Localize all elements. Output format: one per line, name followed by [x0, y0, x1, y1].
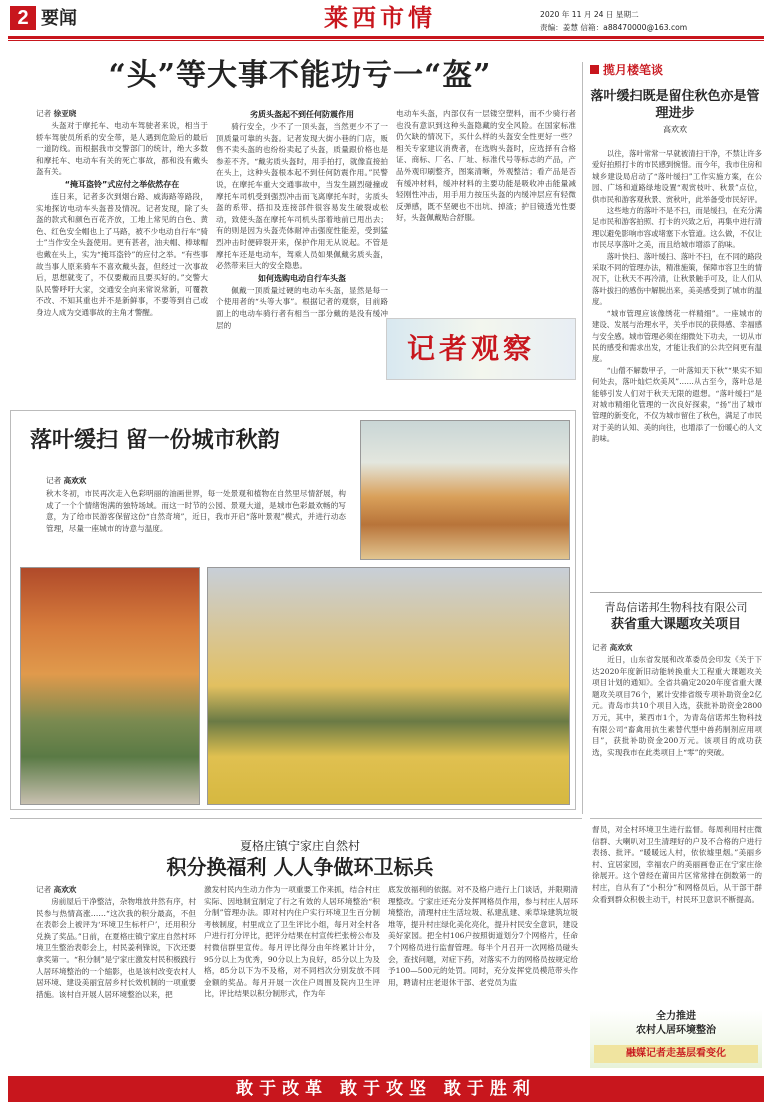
subheading: “掩耳盗铃”式应付之举依然存在: [64, 179, 180, 189]
main-article-col3: [396, 108, 576, 224]
paragraph: 连日来，记者多次到烟台路、威海路等路段，实地探访电动车头盔普及情况。记者发现，除了头盔的款式和颜色百花齐放，工地上常见的白色、黄色、红色安全帽也上了马路，被不少电动自行车“骑士”当作安全头盔使用。更有甚者，油夫帽、棒球帽也戴在头上，实为“掩耳盗铃”的应付之举。“有些事故当事人原来骑车不喜欢戴头盔，但经过一次事故后，思想就变了，不仅要戴而且要买好的。”交警大队民警呼吁大家，交通安全向来常说常新，可覆教不改、不知其重也并不是新鲜事，不要等到自己或身边人成为交通事故的主角才警醒。: [36, 191, 208, 317]
date-info: [540, 8, 770, 34]
park-path-photo: [20, 567, 200, 805]
promo-line1: 全力推进: [656, 1011, 696, 1022]
promo-line3: 融媒记者走基层看变化: [594, 1045, 758, 1063]
promo-line2: 农村人居环境整治: [636, 1025, 716, 1036]
page-number: 2: [10, 6, 36, 30]
golden-leaves-photo: [207, 567, 570, 805]
paragraph: 底发放福利的依据。对不及格户进行上门谈话，并限期清理整改。宁家庄还充分发挥网格员作用，参与村庄人居环境整治，清理村庄生活垃圾、私建乱建、乘草垛建筑垃圾堆等，提升村庄绿化美化亮化，提升村民安全意识，建设美好家园。把全村106户按照街道划分7个网格片，任命7个网格员进行监督管理。每半个月召开一次网格员碰头会，查找问题，对症下药，对落实不力的网格员按规定给予100—500元的处罚。同时，充分发挥党员模范带头作用，聘请村庄老退休干部、老党员为监: [388, 885, 578, 987]
byline-label: 记者: [36, 885, 52, 894]
main-headline: “头”等大事不能功亏一“盔”: [108, 58, 492, 93]
paragraph: 近日，山东省发展和改革委员会印发《关于下达2020年度新旧动能转换重大工程重大课题攻关项目计划的通知》。全省共确定2020年度省重大课题攻关项目76个，累计安排省级专项补助资金2亿元。青岛市共10个项目入选，获批补助资金2800万元，其中，莱西市1个，为青岛信诺邦生物科技有限公司“畜禽用抗生素替代型中兽药制剂应用项目”，获批补助资金200万元。该项目的成功获选，实现我市在此类项目上“零”的突破。: [592, 655, 762, 757]
bottom-col4: [592, 824, 762, 905]
reporter-observation-banner: [386, 318, 576, 380]
byline-label: 记者: [46, 476, 62, 485]
feature-title: 落叶缓扫 留一份城市秋韵: [30, 427, 280, 453]
banner-text: 记者观察: [407, 332, 536, 365]
date-text: 2020 年 11 月 24 日 星期二: [540, 10, 639, 19]
paragraph: 电动车头盔，内部仅有一层镂空塑料，而不少骑行者也没有意识到这种头盔隐藏的安全风险。在国家标准仍欠缺的情况下，买什么样的头盔安全性更好一些？相关专家建议消费者，在选购头盔时，应选择有合格证、商标、厂名、厂址、标准代号等标志的产品，产品外观印刷整齐，图案清晰，外观整洁；看产品是否有缓冲材料，缓冲材料的主要功能是吸收冲击能量减轻刚性冲击，用手用力按压头盔的内缓冲层应有轻微反弹感，既不坚硬也不出坑、掉渣；护目镜透光性要好，头盔佩戴贴合舒服。: [396, 109, 576, 223]
byline-name: 高欢欢: [53, 885, 77, 894]
paragraph: 以往，落叶常常一早就被清扫干净，不禁让许多爱好拍照打卡的市民感到惋惜。而今年，我市住房和城乡建设局启动了“落叶缓扫”工作实施方案，在公园、广场和道路绿地设置“观赏枝叶、秋景”点位，供市民和游客观秋景、赏秋叶，此举备受市民好评。: [592, 149, 763, 204]
autumn-avenue-photo: [360, 420, 570, 560]
paragraph: 落叶快扫、落叶缓扫、落叶不扫，在不同的路段采取不同的管理办法，精准施策，保障市容卫生的情况下，让秋天不再冷清，让秋景触手可及，让人们从落叶拔扫的感伤中解脱出来，美美感受到了城市的温度。: [592, 251, 763, 307]
subheading: 劣质头盔起不到任何防震作用: [250, 110, 354, 119]
header-rule: [8, 36, 764, 39]
promo-badge: [590, 1010, 762, 1068]
bottom-subtitle: 夏格庄镇宁家庄自然村: [239, 839, 360, 853]
feature-body: 秋木冬初，市民再次走入色彩明丽的油画世界，每一处景观和植物在自然里尽情舒展，构成了一个个情绪饱满的独特场域。而这一时节的公园、景观大道，是城市色彩最欢畅的写意，为了给市民游客保留这份“自然奇境”，近日，我市开启“落叶景观”模式，并进行动态管理，尽量一座城市的诗意与温度。: [46, 489, 346, 533]
bottom-title: 积分换福利 人人争做环卫标兵: [166, 855, 434, 879]
paragraph: 激发村民内生动力作为一项重要工作来抓，结合村庄实际、因地制宜制定了行之有效的人居环境整治“积分制”管理办法。即对村内住户实行环境卫生百分制考核制度，村里成立了卫生评比小组，每月对全村各户进行打分评比，把评分结果在村宣传栏张榜公布及村微信群里宣传。每月评比得分由年终累计计分，95分以上为优秀，90分以上为良好，85分以上为及格，85分以下为不及格，对不同档次分别发放不同金额的奖品。每月开展一次住户周围及院内卫生评比，评比结果以积分制形式，作为年: [204, 885, 380, 999]
section-title: 要闻: [41, 8, 77, 29]
paragraph: 督员，对全村环境卫生进行监督。每周利用村庄微信群、大喇叭对卫生清理好的户及不合格的户进行表扬、批评。“暖暖远人村，依依墟里烟。”美丽乡村、宜居家园，幸福农户的美丽画卷正在宁家庄徐徐展开。这个曾经在莆田片区常常排在倒数第一的村庄，自从有了“小积分”和网格员后，从干部干群众看到群众积极主动干，村民环卫意识不断提高。: [592, 825, 762, 904]
byline-label: 记者: [592, 643, 608, 652]
divider: [10, 818, 582, 819]
commentary-author: 高欢欢: [663, 125, 687, 134]
news-title: 获省重大课题攻关项目: [610, 617, 741, 632]
commentary-body: [592, 148, 762, 445]
bottom-col2: [204, 884, 380, 1000]
main-article-col1: [36, 108, 208, 319]
column-tag: [590, 62, 663, 78]
masthead-logo: 莱西市情: [324, 3, 436, 32]
slogan-bar: 敢于改革 敢于攻坚 敢于胜利: [8, 1076, 764, 1102]
paragraph: 骑行安全，少不了一顶头盔，当然更少不了一顶质量可靠的头盔。记者发现大街小巷的门店，贩售不卖头盔的也纷纷卖起了头盔，质量跟价格也是参差不齐。“戴劣质头盔时，用手拍打，就像直接拍在头上，这种头盔根本起不到任何防震作用。”民警说，在摩托车重大交通事故中，当发生剧烈碰撞或摩托车司机受到强烈冲击而飞离摩托车时，劣质头盔的系带、搭扣及连接部件很容易发生破裂或松动，致使头盔在摩托车司机头部着地前已甩出去；有的则是因为头盔壳体耐冲击强度性能差，受到猛烈冲击时便碎裂开来，保护作用无从说起。不管是摩托车还是电动车，驾乘人员如果佩戴劣质头盔，必然带来巨大的安全隐患。: [216, 122, 388, 271]
byline: [36, 884, 196, 896]
subheading: 如何选购电动自行车头盔: [258, 273, 346, 283]
editor-text: 责编：姜慧 信箱：a88470000@163.com: [540, 23, 688, 32]
paragraph: 头盔对于摩托车、电动车驾驶者来说，相当于轿车驾驶员所系的安全带，是人遇到危险后的最后一道防线。而根据我市交警部门的统计，绝大多数和摩托车、电动车有关的死亡事故，都和没有戴头盔有关。: [36, 121, 208, 177]
news-body: [592, 642, 762, 758]
paragraph: 房前屋后干净整洁，杂物堆放井然有序，村民参与热情高涨……“这次我的积分最高，不但在表彰会上被评为‘环境卫生标杆户’，还用积分兑换了奖品。”日前，在夏格庄镇宁家庄自然村环境卫生整治表彰会上，村民姜利锋说，下次还要拿奖第一。“积分制”是宁家庄激发村民积极践行人居环境整治的一个缩影，也是该村改变农村人居环境、建设美丽宜居乡村长效机制的一项重要措施。该村自开展人居环境整治以来，把: [36, 897, 196, 999]
byline: [36, 108, 208, 120]
main-article-col2: [216, 108, 388, 331]
divider: [590, 592, 762, 593]
square-bullet-icon: [590, 65, 599, 74]
byline: [592, 642, 762, 654]
feature-byline: [46, 475, 86, 487]
divider: [590, 818, 762, 819]
paragraph: “山僧不解数甲子，一叶落知天下秋”“果实不知何处去，落叶灿烂炊美风”……从古至今，落叶总是能够引发人们对于秋天无限的遐想。“落叶缓扫”是对城市精细化管理的一次良好探索，“扬”出了城市管理的新变化，不仅为城市留住了秋色，满足了市民对于美的认知、美的向往，也增添了一份暖心的人文韵味。: [592, 365, 762, 444]
bottom-col3: [388, 884, 578, 988]
paragraph: 佩戴一顶质量过硬的电动车头盔，显然是每一个使用者的“头等大事”。根据记者的观察，目前路面上的电动车骑行者有相当一部分戴的是没有缓冲层的: [216, 285, 388, 330]
column-rule: [582, 62, 583, 814]
column-tag-text: 揽月楼笔谈: [603, 63, 664, 77]
byline-name: 高欢欢: [609, 643, 633, 652]
header-rule-thin: [8, 40, 764, 41]
byline-name: 徐亚晓: [53, 109, 77, 118]
byline-label: 记者: [36, 109, 52, 118]
paragraph: 这些地方的落叶不是不扫，而是缓扫，在充分满足市民和游客拍照、打卡的兴致之后，再集中进行清理以避免影响市容或堵塞下水管道。这么做，不仅让市民尽享落叶之美，而且给城市增添了韵味。: [592, 206, 763, 250]
paragraph: “城市管理应该像绣花一样精细”。一座城市的建设、发展与治理水平，关乎市民的获得感、幸福感与安全感。城市管理必须在细微处下功夫，一切从市民的感受和需求出发，才能让我们的公共空间更有温度。: [592, 308, 762, 364]
bottom-col1: [36, 884, 196, 1000]
byline-name: 高欢欢: [63, 476, 87, 485]
commentary-title: 落叶缓扫既是留住秋色亦是管理进步: [590, 89, 760, 121]
news-subtitle: 青岛信诺邦生物科技有限公司: [604, 601, 748, 614]
